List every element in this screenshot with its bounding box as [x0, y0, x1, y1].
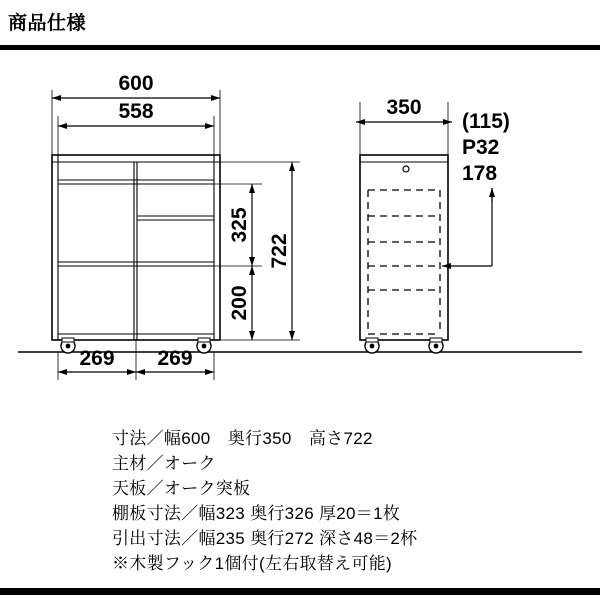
- spec-line-note-hook: ※木製フック1個付(左右取替え可能): [112, 554, 392, 573]
- dim-upper-height: 325: [228, 207, 251, 243]
- bottom-divider: [0, 588, 600, 595]
- dim-depth: 350: [386, 96, 422, 119]
- spec-line-dimensions: 寸法／幅600 奥行350 高さ722: [112, 429, 373, 448]
- spec-line-top-board: 天板／オーク突板: [112, 479, 251, 498]
- dim-left-section: 269: [79, 347, 115, 370]
- spec-line-main-material: 主材／オーク: [112, 454, 216, 473]
- spec-line-shelf-size: 棚板寸法／幅323 奥行326 厚20＝1枚: [112, 504, 401, 523]
- dim-overall-height: 722: [268, 233, 291, 269]
- label-p32: P32: [462, 136, 500, 159]
- dim-overall-width: 600: [118, 72, 154, 95]
- dim-right-section: 269: [157, 347, 193, 370]
- page-title: 商品仕様: [8, 13, 87, 34]
- dim-inner-width: 558: [118, 100, 154, 123]
- product-dimension-drawing: [0, 50, 600, 420]
- dim-lower-height: 200: [228, 285, 251, 321]
- label-paren-115: (115): [462, 110, 510, 133]
- label-178: 178: [462, 162, 498, 185]
- spec-line-drawer-size: 引出寸法／幅235 奥行272 深さ48＝2杯: [112, 529, 418, 548]
- specification-list: [112, 426, 582, 576]
